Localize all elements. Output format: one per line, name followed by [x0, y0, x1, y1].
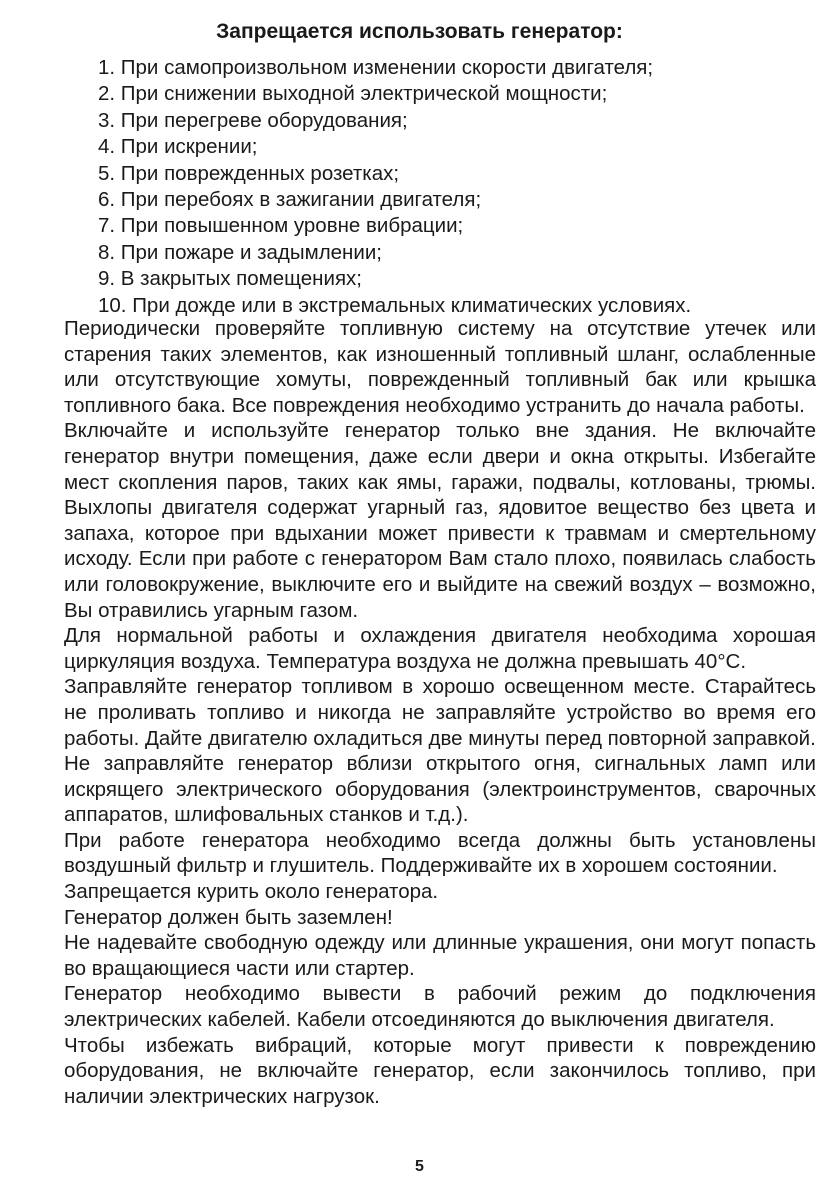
paragraph-grounding: Генератор должен быть заземлен!	[64, 905, 393, 929]
list-item: 4. При искрении;	[98, 135, 258, 159]
list-item: 6. При перебоях в зажигании двигателя;	[98, 188, 482, 212]
paragraph-refueling: Заправляйте генератор топливом в хорошо освещенном месте. Старайтесь не проливать топливо и никогда не заправляйте устройство во время его работы. Дайте двигателю охладиться две минуты перед повторной заправкой.	[64, 675, 816, 750]
paragraph-fuel-system-check: Периодически проверяйте топливную систему на отсутствие утечек или старения таких элементов, как изношенный топливный шланг, ослабленные или отсутствующие хомуты, поврежденный топливный бак или крышка топливного бака. Все повреждения необходимо устранить до начала работы.	[64, 317, 816, 417]
list-item: 1. При самопроизвольном изменении скорости двигателя;	[98, 56, 654, 79]
paragraph-outdoor-use: Включайте и используйте генератор только вне здания. Не включайте генератор внутри помещения, даже если двери и окна открыты. Избегайте мест скопления паров, таких как ямы, гаражи, подвалы, котлованы, трюмы. Выхлопы двигателя содержат угарный газ, ядовитое вещество без цвета и запаха, которое при вдыхании может привести к травмам и смертельному исходу. Если при работе с генератором Вам стало плохо, появилась слабость или головокружение, выключите его и выйдите на свежий воздух – возможно, Вы отравились угарным газом.	[64, 419, 816, 622]
prohibition-list	[98, 55, 691, 319]
list-item: 2. При снижении выходной электрической мощности;	[98, 82, 608, 106]
paragraph-no-smoking: Запрещается курить около генератора.	[64, 880, 439, 904]
paragraph-air-circulation: Для нормальной работы и охлаждения двигателя необходима хорошая циркуляция воздуха. Температура воздуха не должна превышать 40°С.	[64, 624, 816, 673]
paragraph-filter-muffler: При работе генератора необходимо всегда должны быть установлены воздушный фильтр и глушитель. Поддерживайте их в хорошем состоянии.	[64, 828, 816, 878]
list-item: 9. В закрытых помещениях;	[98, 267, 362, 291]
list-item: 10. При дожде или в экстремальных климатических условиях.	[98, 293, 692, 317]
list-item: 5. При поврежденных розетках;	[98, 161, 400, 185]
paragraph-loose-clothing: Не надевайте свободную одежду или длинные украшения, они могут попасть во вращающиеся части или стартер.	[64, 931, 816, 980]
page-number: 5	[415, 1158, 424, 1175]
body-text	[64, 316, 816, 1109]
paragraph-vibration: Чтобы избежать вибраций, которые могут привести к повреждению оборудования, не включайте генератор, если закончилось топливо, при наличии электрических нагрузок.	[64, 1033, 816, 1108]
list-item: 7. При повышенном уровне вибрации;	[98, 214, 464, 238]
section-heading: Запрещается использовать генератор:	[216, 20, 623, 43]
list-item: 8. При пожаре и задымлении;	[98, 240, 382, 264]
list-item: 3. При перегреве оборудования;	[98, 108, 408, 132]
paragraph-open-flame: Не заправляйте генератор вблизи открытого огня, сигнальных ламп или искрящего электрического оборудования (электроинструментов, сварочных аппаратов, шлифовальных станков и т.д.).	[64, 752, 816, 827]
paragraph-cable-connection: Генератор необходимо вывести в рабочий режим до подключения электрических кабелей. Кабели отсоединяются до выключения двигателя.	[64, 982, 816, 1032]
